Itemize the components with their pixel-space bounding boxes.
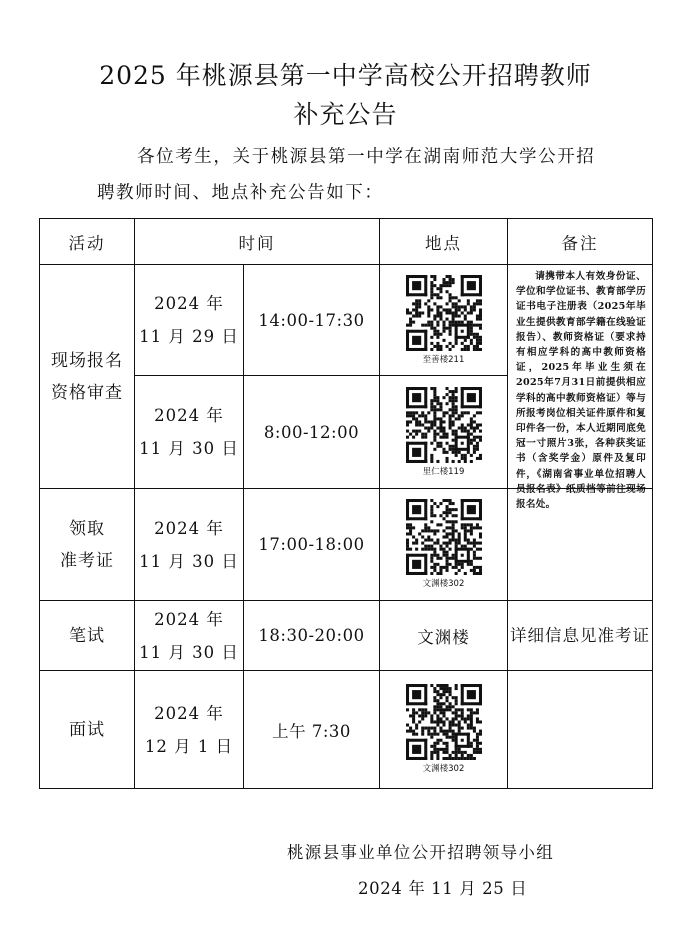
intro-line2: 聘教师时间、地点补充公告如下： bbox=[97, 183, 384, 203]
signature-date: 2024 年 11 月 25 日 bbox=[358, 879, 528, 898]
place-cell bbox=[380, 376, 508, 489]
date-cell: 2024 年 11 月 30 日 bbox=[135, 489, 244, 601]
qr-caption: 至善楼211 bbox=[422, 354, 465, 365]
remark-cell bbox=[508, 671, 653, 789]
activity-registration: 现场报名 资格审查 bbox=[40, 265, 135, 489]
schedule-table bbox=[39, 218, 653, 789]
remark-cell: 详细信息见准考证 bbox=[508, 601, 653, 671]
qr-code-icon[interactable] bbox=[406, 499, 482, 575]
place-cell bbox=[380, 489, 508, 601]
place-cell bbox=[380, 265, 508, 376]
activity-written-exam: 笔试 bbox=[40, 601, 135, 671]
table-row bbox=[40, 601, 653, 671]
activity-interview: 面试 bbox=[40, 671, 135, 789]
place-cell: 文渊楼 bbox=[380, 601, 508, 671]
time-cell: 8:00-12:00 bbox=[244, 376, 380, 489]
time-cell: 14:00-17:30 bbox=[244, 265, 380, 376]
document-title-line2: 补充公告 bbox=[293, 100, 398, 129]
place-cell bbox=[380, 671, 508, 789]
table-header-row bbox=[40, 219, 653, 265]
qr-caption: 文渊楼302 bbox=[422, 579, 465, 589]
header-place: 地点 bbox=[380, 219, 508, 265]
header-activity: 活动 bbox=[40, 219, 135, 265]
table-row bbox=[40, 671, 653, 789]
date-cell: 2024 年 12 月 1 日 bbox=[135, 671, 244, 789]
qr-code-icon[interactable] bbox=[406, 684, 482, 760]
time-cell: 上午 7:30 bbox=[244, 671, 380, 789]
time-cell: 18:30-20:00 bbox=[244, 601, 380, 671]
document-title-line1: 2025 年桃源县第一中学高校公开招聘教师 bbox=[99, 61, 592, 90]
header-time: 时间 bbox=[135, 219, 380, 265]
qr-caption: 里仁楼119 bbox=[422, 466, 465, 477]
intro-line1: 各位考生，关于桃源县第一中学在湖南师范大学公开招 bbox=[137, 147, 596, 167]
qr-code-icon[interactable] bbox=[406, 275, 482, 351]
activity-admission-ticket: 领取 准考证 bbox=[40, 489, 135, 601]
table-row bbox=[40, 265, 653, 376]
date-cell: 2024 年 11 月 30 日 bbox=[135, 601, 244, 671]
qr-code-icon[interactable] bbox=[406, 387, 482, 463]
remark-registration: 请携带本人有效身份证、学位和学位证书、教育部学历证书电子注册表（2025年毕业生提供教育部学籍在线验证报告）、教师资格证（要求持有相应学科的高中教师资格证，2025年毕业生须在2025年7月31日前提供相应学科的高中教师资格证）等与所报考岗位相关证件原件和复印件各一份，本人近期同底免冠一寸照片3张，各种获奖证书（含奖学金）原件及复印件，《湖南省事业单位招聘人员报名表》纸质档等前往现场报名处。 bbox=[508, 265, 653, 489]
header-remark: 备注 bbox=[508, 219, 653, 265]
date-cell: 2024 年 11 月 30 日 bbox=[135, 376, 244, 489]
date-cell: 2024 年 11 月 29 日 bbox=[135, 265, 244, 376]
signature-org: 桃源县事业单位公开招聘领导小组 bbox=[287, 843, 554, 862]
qr-caption: 文渊楼302 bbox=[422, 764, 465, 774]
time-cell: 17:00-18:00 bbox=[244, 489, 380, 601]
